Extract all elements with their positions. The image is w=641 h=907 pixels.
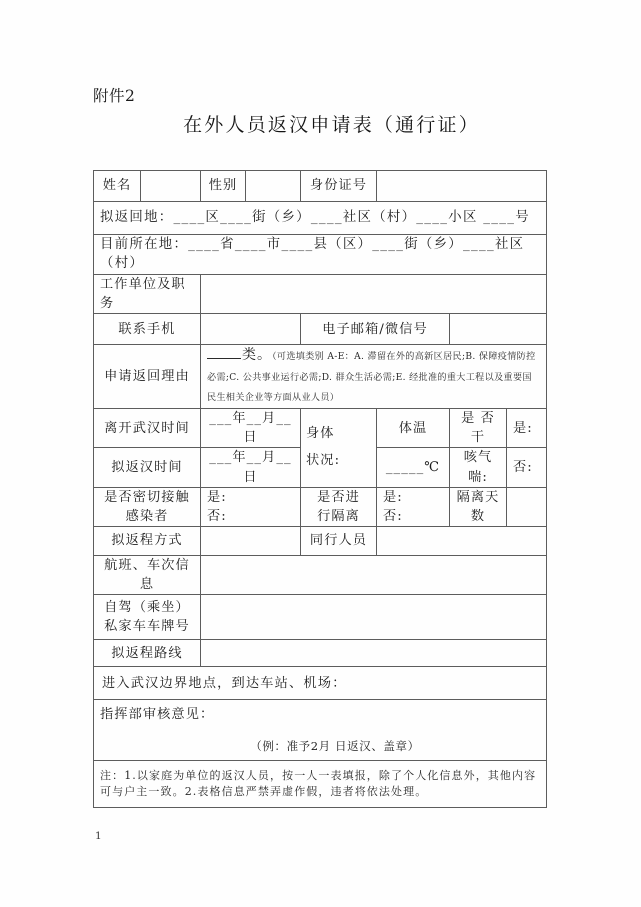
reason-category-unit: 类。 (242, 347, 272, 364)
close-contact-label (94, 487, 201, 526)
reason-label: 申请返回理由 (94, 345, 201, 409)
table-row-return-address (94, 202, 547, 235)
attachment-label: 附件2 (93, 87, 136, 105)
work-unit-value[interactable] (201, 274, 547, 313)
review-opinion-example: （例：准予2月 日返汉、盖章） (250, 739, 420, 754)
return-time-value[interactable]: ___年__月__日 (201, 448, 301, 487)
table-row-close-contact (94, 487, 547, 526)
table-row-border-entry (94, 667, 547, 700)
quarantine-days-value[interactable] (507, 487, 547, 526)
table-row-private-car (94, 595, 547, 640)
route-value[interactable] (201, 640, 547, 667)
name-value[interactable] (141, 171, 201, 202)
table-row-footnote (94, 761, 547, 808)
current-address-field[interactable]: 目前所在地：____省____市____县（区）____街（乡）____社区（村） (94, 235, 547, 275)
flight-train-label: 航班、车次信息 (94, 555, 201, 594)
cough-yes-option[interactable]: 是: (507, 409, 547, 448)
private-car-value[interactable] (201, 595, 547, 640)
companion-label: 同行人员 (301, 526, 377, 555)
table-row-current-address (94, 235, 547, 275)
table-row-work-unit (94, 274, 547, 313)
table-row-review-opinion (94, 700, 547, 761)
reason-cell[interactable] (201, 345, 547, 409)
email-wechat-value[interactable] (450, 314, 547, 345)
phone-value[interactable] (201, 314, 301, 345)
travel-mode-value[interactable] (201, 526, 301, 555)
name-label: 姓名 (94, 171, 141, 202)
work-unit-label: 工作单位及职务 (94, 274, 201, 313)
cough-no-option[interactable]: 否: (507, 448, 547, 487)
table-row-leave-time (94, 409, 547, 448)
flight-train-value[interactable] (201, 555, 547, 594)
quarantine-label-line1: 是否进 (317, 489, 360, 505)
table-row-route (94, 640, 547, 667)
reason-note-text: （可选填类别 A-E：A. 滞留在外的高新区居民;B. 保障疫情防控必需;C. 公共事业运行必需;D. 群众生活必需;E. 经批准的重大工程以及重要国民生相关企业等方面从业人员） (207, 352, 536, 404)
close-contact-no[interactable]: 否: (207, 508, 227, 524)
return-address-field[interactable]: 拟返回地：____区____街（乡）____社区（村）____小区 ____号 (94, 202, 547, 235)
leave-time-label: 离开武汉时间 (94, 409, 201, 448)
close-contact-yes[interactable]: 是: (207, 489, 227, 505)
temperature-value[interactable]: _____℃ (377, 448, 450, 487)
health-status-line2: 状况: (306, 452, 341, 468)
private-car-label (94, 595, 201, 640)
travel-mode-label: 拟返程方式 (94, 526, 201, 555)
health-status-label (301, 409, 377, 488)
private-car-label-line2: 私家车车牌号 (104, 619, 190, 635)
quarantine-label (301, 487, 377, 526)
table-row-contact (94, 314, 547, 345)
page-number: 1 (95, 830, 102, 842)
email-wechat-label: 电子邮箱/微信号 (301, 314, 450, 345)
quarantine-yes[interactable]: 是: (383, 489, 403, 505)
close-contact-label-line2: 感染者 (125, 508, 169, 524)
companion-value[interactable] (377, 526, 547, 555)
phone-label: 联系手机 (94, 314, 201, 345)
page-title: 在外人员返汉申请表（通行证） (183, 114, 480, 136)
reason-category-entry[interactable] (207, 347, 272, 363)
review-opinion-cell[interactable] (94, 700, 547, 761)
review-opinion-label: 指挥部审核意见： (100, 707, 215, 723)
application-form-table (93, 170, 547, 808)
reason-blank-line[interactable] (207, 358, 241, 359)
table-row-flight-train (94, 555, 547, 594)
border-entry-field[interactable]: 进入武汉边界地点，到达车站、机场： (94, 667, 547, 700)
table-row-reason (94, 345, 547, 409)
quarantine-days-label: 隔离天数 (450, 487, 507, 526)
gender-value[interactable] (246, 171, 301, 202)
quarantine-label-line2: 行隔离 (317, 508, 360, 524)
cough-label-line1: 是 否 干 (450, 409, 507, 448)
leave-time-value[interactable]: ___年__月__日 (201, 409, 301, 448)
private-car-label-line1: 自驾（乘坐） (104, 600, 190, 616)
id-number-value[interactable] (377, 171, 547, 202)
close-contact-options[interactable] (201, 487, 301, 526)
footnote-text: 注：1.以家庭为单位的返汉人员，按一人一表填报，除了个人化信息外，其他内容可与户主一致。2.表格信息严禁弄虚作假，违者将依法处理。 (94, 761, 547, 808)
table-row-identity (94, 171, 547, 202)
id-number-label: 身份证号 (301, 171, 377, 202)
health-status-line1: 身体 (306, 426, 335, 442)
quarantine-no[interactable]: 否: (383, 508, 403, 524)
close-contact-label-line1: 是否密切接触 (104, 489, 190, 505)
return-time-label: 拟返汉时间 (94, 448, 201, 487)
quarantine-options[interactable] (377, 487, 450, 526)
route-label: 拟返程路线 (94, 640, 201, 667)
cough-label-line2: 咳气喘: (450, 448, 507, 487)
table-row-travel-mode (94, 526, 547, 555)
gender-label: 性别 (201, 171, 246, 202)
temperature-label: 体温 (377, 409, 450, 448)
